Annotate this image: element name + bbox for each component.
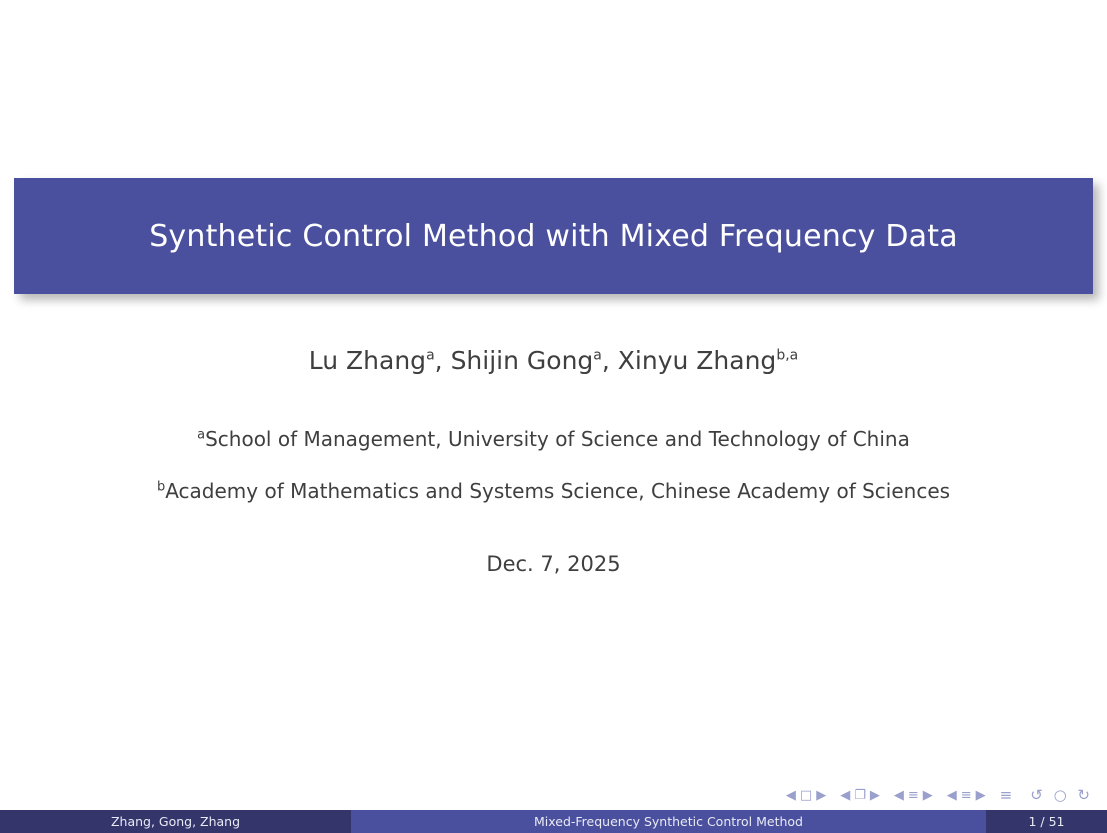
nav-back-forward-icons[interactable]: ↺ ○ ↻ xyxy=(1030,786,1093,804)
author-separator-2: , xyxy=(601,346,618,375)
affiliation-a xyxy=(0,427,1107,451)
nav-prev-icon-2[interactable]: ◀ xyxy=(840,787,851,803)
affiliation-marker-a: a xyxy=(197,427,206,443)
footer-title: Mixed-Frequency Synthetic Control Method xyxy=(351,810,986,833)
nav-document-icon-4[interactable]: ≡ xyxy=(960,787,972,803)
nav-prev-icon-4[interactable]: ◀ xyxy=(946,787,957,803)
nav-group-first-frame[interactable] xyxy=(786,788,826,803)
nav-next-icon-1[interactable]: ▶ xyxy=(816,787,827,803)
beamer-navigation-bar[interactable] xyxy=(786,783,1093,807)
author-affil-marker-3: b,a xyxy=(776,347,799,364)
author-separator-1: , xyxy=(434,346,451,375)
nav-prev-icon-3[interactable]: ◀ xyxy=(893,787,904,803)
nav-section-icon-3[interactable]: ≡ xyxy=(907,787,919,803)
nav-next-icon-4[interactable]: ▶ xyxy=(975,787,986,803)
affiliation-marker-b: b xyxy=(156,479,166,495)
nav-frames-icon-2[interactable]: ❐ xyxy=(854,787,866,803)
nav-frame-icon-1[interactable]: □ xyxy=(799,787,813,803)
affiliation-text-b: Academy of Mathematics and Systems Science, Chinese Academy of Sciences xyxy=(165,479,951,503)
author-affil-marker-1: a xyxy=(426,347,435,364)
nav-group-section[interactable] xyxy=(894,788,933,803)
title-banner xyxy=(14,178,1093,294)
author-name-1: Lu Zhang xyxy=(308,346,427,375)
nav-next-icon-2[interactable]: ▶ xyxy=(869,787,880,803)
author-name-3: Xinyu Zhang xyxy=(617,346,777,375)
footer-page-number: 1 / 51 xyxy=(986,810,1107,833)
slide-title: Synthetic Control Method with Mixed Frequency Data xyxy=(149,218,958,254)
nav-toc-icon[interactable]: ≡ xyxy=(999,786,1015,804)
author-affil-marker-2: a xyxy=(593,347,602,364)
author-list xyxy=(0,346,1107,375)
slide-footer xyxy=(0,810,1107,833)
nav-group-document[interactable] xyxy=(947,788,986,803)
nav-next-icon-3[interactable]: ▶ xyxy=(922,787,933,803)
affiliation-b xyxy=(0,479,1107,503)
affiliation-text-a: School of Management, University of Science and Technology of China xyxy=(205,427,910,451)
footer-authors: Zhang, Gong, Zhang xyxy=(0,810,351,833)
presentation-date: Dec. 7, 2025 xyxy=(486,552,621,576)
nav-prev-icon-1[interactable]: ◀ xyxy=(785,787,796,803)
nav-group-subsection[interactable] xyxy=(840,788,880,803)
author-name-2: Shijin Gong xyxy=(450,346,594,375)
